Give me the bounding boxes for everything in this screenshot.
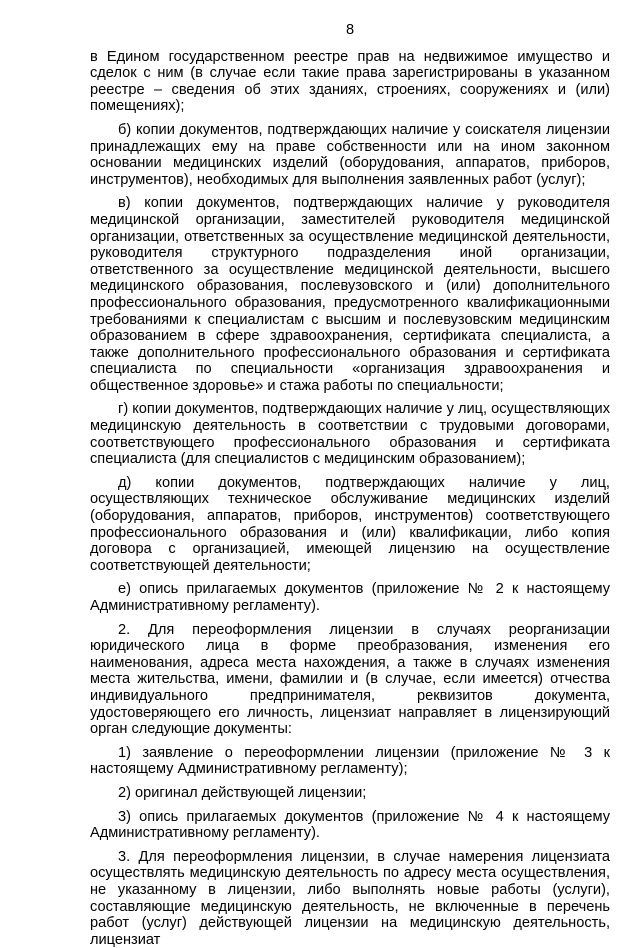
paragraph-item-g: г) копии документов, подтверждающих наличие у лиц, осуществляющих медицинскую деятельность в соответствии с трудовыми договорами, соответствующего профессионального образования и сертификата специалиста (для специалистов с медицинским образованием); (90, 401, 610, 468)
paragraph-item-3: 3) опись прилагаемых документов (приложение № 4 к настоящему Административному регламенту). (90, 808, 610, 842)
paragraph-item-d: д) копии документов, подтверждающих наличие у лиц, осуществляющих техническое обслуживание медицинских изделий (оборудования, аппаратов, приборов, инструментов) соответствующего профессионального образования и (или) квалификации, либо копия договора с организацией, имеющей лицензию на осуществление соответствующей деятельности; (90, 474, 610, 574)
paragraph-item-1: 1) заявление о переоформлении лицензии (приложение № 3 к настоящему Административному регламенту); (90, 744, 610, 778)
paragraph-item-2: 2) оригинал действующей лицензии; (118, 784, 367, 801)
paragraph-section-3: 3. Для переоформления лицензии, в случае намерения лицензиата осуществлять медицинскую деятельность по адресу места осуществления, не указанному в лицензии, либо выполнять новые работы (услуги), составляющие медицинскую деятельность, не включенные в перечень работ (услуг) действующей лицензии на медицинскую деятельность, лицензиат (90, 848, 610, 948)
paragraph-item-e: е) опись прилагаемых документов (приложение № 2 к настоящему Административному регламенту). (90, 581, 610, 614)
paragraph-continuation: в Едином государственном реестре прав на недвижимое имущество и сделок с ним (в случае если такие права зарегистрированы в указанном реестре – сведения об этих зданиях, строениях, сооружениях и (или) помещениях); (90, 48, 610, 115)
paragraph-item-v: в) копии документов, подтверждающих наличие у руководителя медицинской организации, заместителей руководителя медицинской организации, ответственных за осуществление медицинской деятельности, руководителя структурного подразделения иной организации, ответственного за осуществление медицинской деятельности, высшего медицинского образования, послевузовского и (или) дополнительного профессионального образования, предусмотренного квалификационными требованиями к специалистам с высшим и послевузовским медицинским образованием в сфере здравоохранения, сертификата специалиста, а также дополнительного профессионального образования и сертификата специалиста по специальности «организация здравоохранения и общественное здоровье» и стажа работы по специальности; (90, 195, 610, 394)
paragraph-item-b: б) копии документов, подтверждающих наличие у соискателя лицензии принадлежащих ему на праве собственности или на ином законном основании медицинских изделий (оборудования, аппаратов, приборов, инструментов), необходимых для выполнения заявленных работ (услуг); (90, 121, 610, 188)
page-number: 8 (345, 22, 355, 38)
paragraph-section-2: 2. Для переоформления лицензии в случаях реорганизации юридического лица в форме преобразования, изменения его наименования, адреса места нахождения, а также в случаях изменения места жительства, имени, фамилии и (в случае, если имеется) отчества индивидуального предпринимателя, реквизитов документа, удостоверяющего его личность, лицензиат направляет в лицензирующий орган следующие документы: (90, 621, 610, 738)
